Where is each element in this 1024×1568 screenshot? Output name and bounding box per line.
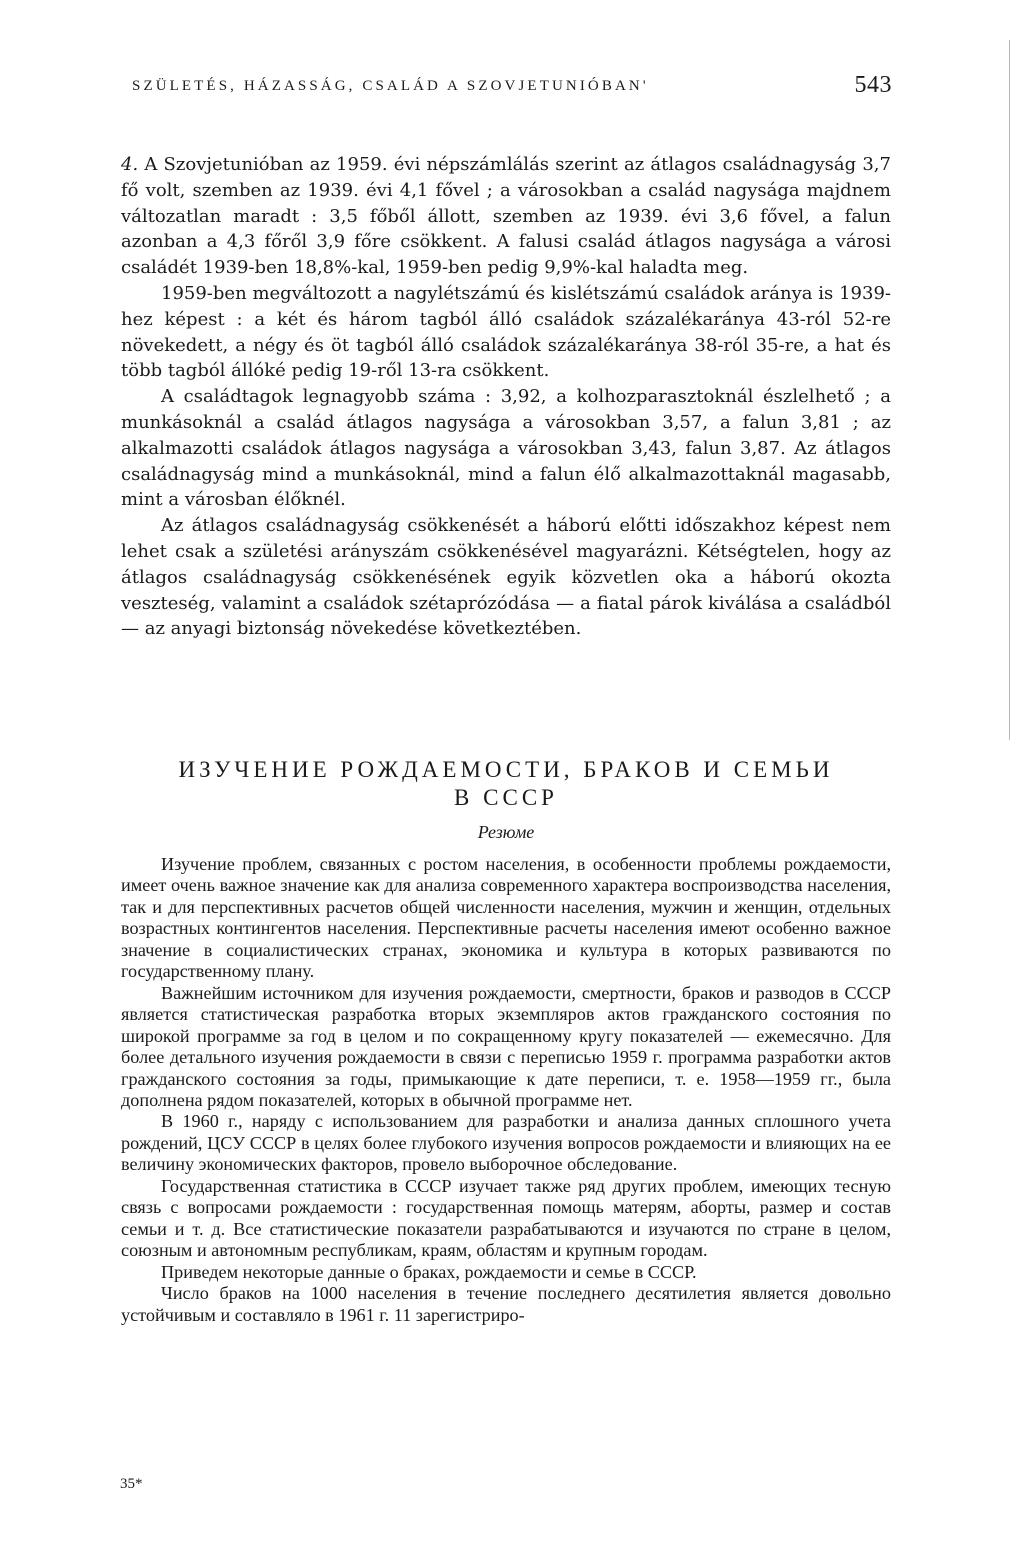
hungarian-paragraph: A családtagok legnagyobb száma : 3,92, a kolhozparasztoknál észlelhető ; a munkásoknál a család átlagos nagysága a városokban 3,57, a falun 3,81 ; az alkalmazotti családok átlagos nagysága a városokban 3,43, falun 3,87. Az átlagos családnagyság mind a munkásoknál, mind a falun élő alkalmazottaknál magasabb, mint a városban élőknél. <box>121 386 891 511</box>
page-number: 543 <box>854 72 892 98</box>
russian-paragraph: Важнейшим источником для изучения рождаемости, смертности, браков и разводов в СССР является статистическая разработка вторых экземпляров актов гражданского состояния по широкой программе за год в целом и по сокращенному кругу показателей — ежемесячно. Для более детального изучения рождаемости в связи с переписью 1959 г. программа разработки актов гражданского состояния за годы, примыкающие к дате переписи, т. е. 1958—1959 гг., была дополнена рядом показателей, которых в обычной программе нет. <box>121 982 891 1110</box>
running-title: SZÜLETÉS, HÁZASSÁG, CSALÁD A SZOVJETUNIÓBAN' <box>132 78 649 94</box>
russian-section <box>121 854 891 1326</box>
section-number: 4. <box>121 154 139 175</box>
hungarian-paragraph: 1959-ben megváltozott a nagylétszámú és kislétszámú családok aránya is 1939-hez képest : a két és három tagból álló családok százalékaránya 43-ról 52-re növekedett, a négy és öt tagból álló családok százalékaránya 38-ról 35-re, a hat és több tagból állóké pedig 19-ről 13-ra csökkent. <box>121 282 891 382</box>
heading-line: ИЗУЧЕНИЕ РОЖДАЕМОСТИ, БРАКОВ И СЕМЬИ <box>178 757 834 782</box>
russian-paragraph: Изучение проблем, связанных с ростом населения, в особенности проблемы рождаемости, имеет очень важное значение как для анализа современного характера воспроизводства населения, так и для перспективных расчетов общей численности населения, мужчин и женщин, отдельных возрастных контингентов населения. Перспективные расчеты населения имеют особенно важное значение в социалистических странах, экономика и культура в которых развиваются по государственному плану. <box>121 854 891 982</box>
hungarian-section <box>121 152 891 642</box>
russian-paragraph: В 1960 г., наряду с использованием для разработки и анализа данных сплошного учета рождений, ЦСУ СССР в целях более глубокого изучения вопросов рождаемости и влияющих на ее величину экономических факторов, провело выборочное обследование. <box>121 1111 891 1175</box>
signature-mark: 35* <box>120 1476 143 1492</box>
running-header <box>132 72 892 98</box>
russian-summary-heading <box>121 756 891 812</box>
hungarian-paragraph: 4. A Szovjetunióban az 1959. évi népszámlálás szerint az átlagos családnagyság 3,7 fő volt, szemben az 1939. évi 4,1 fővel ; a városokban a család nagysága majdnem változatlan maradt : 3,5 főből állott, szemben az 1939. évi 3,6 fővel, a falun azonban a 4,3 főről 3,9 főre csökkent. A falusi család átlagos nagysága a városi családét 1939-ben 18,8%-kal, 1959-ben pedig 9,9%-kal haladta meg. <box>121 154 891 279</box>
page-edge-line <box>1009 40 1010 740</box>
russian-paragraph: Государственная статистика в СССР изучает также ряд других проблем, имеющих тесную связь с вопросами рождаемости : государственная помощь матерям, аборты, размер и состав семьи и т. д. Все статистические показатели разрабатываются и изучаются по стране в целом, союзным и автономным республикам, краям, областям и крупным городам. <box>121 1175 891 1261</box>
summary-subheading: Резюме <box>477 822 535 842</box>
hungarian-paragraph: Az átlagos családnagyság csökkenését a háború előtti időszakhoz képest nem lehet csak a születési arányszám csökkenésével magyarázni. Kétségtelen, hogy az átlagos családnagyság csökkenésének egyik közvetlen oka a háború okozta veszteség, valamint a családok szétaprózódása — a fiatal párok kiválása a családból — az anyagi biztonság növekedése következtében. <box>121 515 891 640</box>
heading-line: В СССР <box>454 785 558 810</box>
russian-paragraph: Приведем некоторые данные о браках, рождаемости и семье в СССР. <box>161 1261 697 1282</box>
russian-paragraph: Число браков на 1000 населения в течение последнего десятилетия является довольно устойчивым и составляло в 1961 г. 11 зарегистриро- <box>121 1283 891 1325</box>
